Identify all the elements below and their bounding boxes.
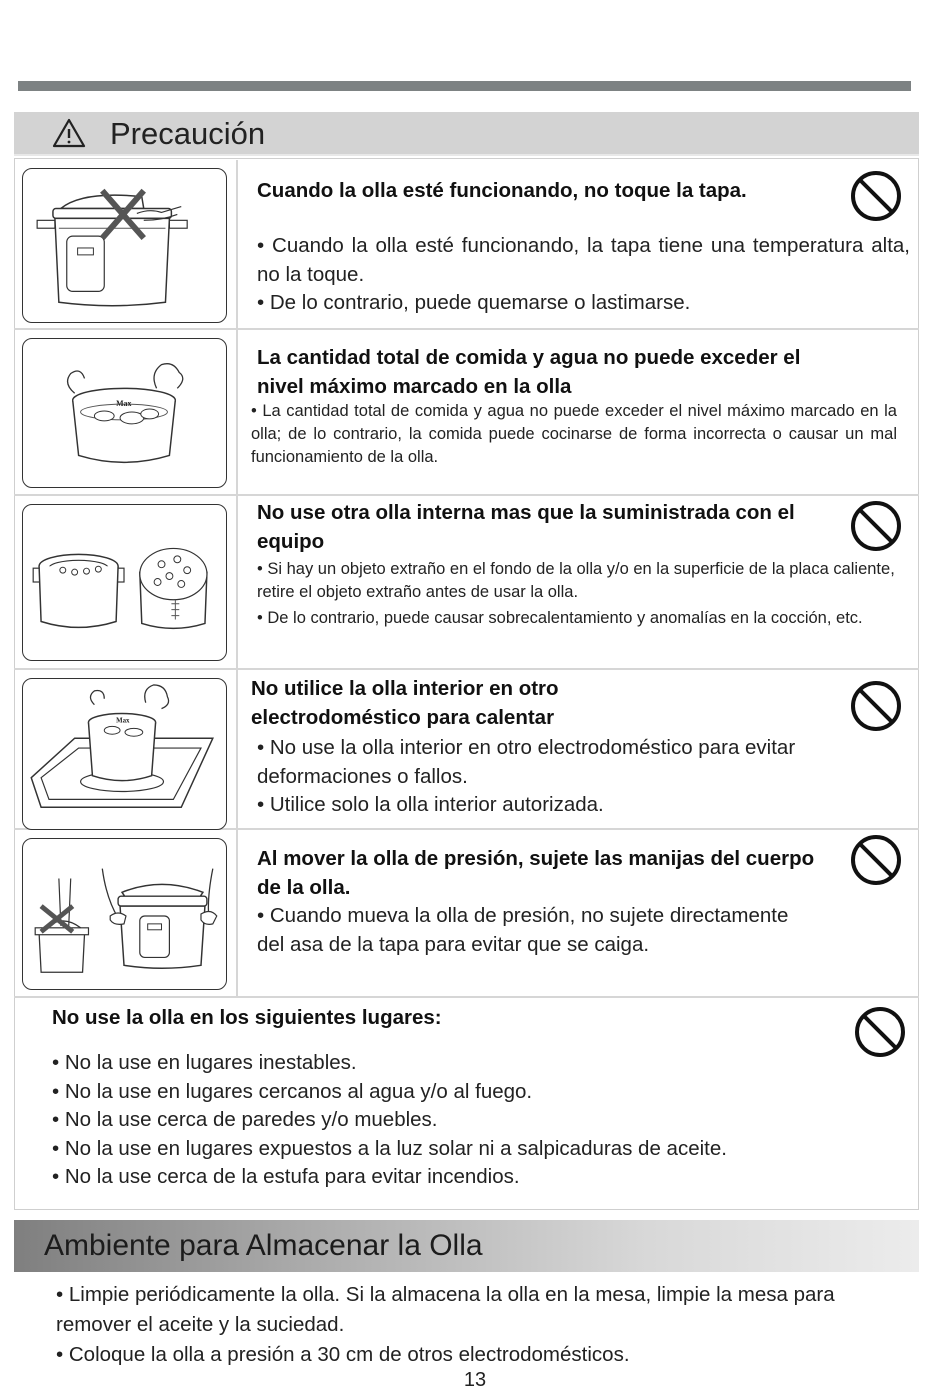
row-bullet: • No use la olla interior en otro electrodoméstico para evitar deformaciones o fallos. [257, 736, 796, 788]
caution-row-places [14, 998, 919, 1210]
caution-header [14, 112, 919, 156]
image-cell [14, 670, 238, 828]
places-list [52, 1049, 872, 1192]
places-bullet: • No la use en lugares expuestos a la luz solar ni a salpicaduras de aceite. [52, 1136, 727, 1160]
places-bullet: • No la use cerca de la estufa para evitar incendios. [52, 1165, 520, 1188]
places-bullet: • No la use en lugares inestables. [52, 1051, 357, 1074]
image-cell [14, 830, 238, 996]
places-bullet: • No la use en lugares cercanos al agua y/o al fuego. [52, 1079, 533, 1103]
prohibited-icon [850, 834, 902, 886]
page-number: 13 [463, 1369, 487, 1391]
inner-pot-illustration [22, 504, 227, 661]
row-heading: No utilice la olla interior en otro electrodoméstico para calentar [251, 677, 559, 729]
image-cell [14, 160, 238, 328]
storage-title: Ambiente para Almacenar la Olla [44, 1229, 483, 1262]
prohibited-icon [850, 170, 902, 222]
storage-header [14, 1220, 919, 1272]
caution-title: Precaución [110, 116, 266, 151]
max-label: Max [116, 399, 132, 409]
row-bullet: • De lo contrario, puede quemarse o lastimarse. [257, 291, 691, 314]
row-bullet: • De lo contrario, puede causar sobrecalentamiento y anomalías en la cocción, etc. [257, 609, 863, 627]
row-bullet: • Cuando la olla esté funcionando, la tapa tiene una temperatura alta, no la toque. [257, 234, 910, 286]
storage-bullet: • Coloque la olla a presión a 30 cm de otros electrodomésticos. [56, 1343, 630, 1366]
warning-triangle-icon [52, 118, 86, 148]
caution-row-other-appliance [14, 670, 919, 830]
max-label: Max [116, 717, 130, 725]
row-bullet: • La cantidad total de comida y agua no puede exceder el nivel máximo marcado en la olla; de lo contrario, la comida puede cocinarse de forma incorrecta o causar un mal funcionamiento de la olla. [251, 402, 897, 466]
prohibited-icon [850, 680, 902, 732]
lid-hot-illustration [22, 168, 227, 323]
caution-row-lid [14, 160, 919, 330]
storage-bullet: • Limpie periódicamente la olla. Si la almacena la olla en la mesa, limpie la mesa para remover el aceite y la suciedad. [56, 1283, 835, 1336]
image-cell [14, 496, 238, 668]
row-bullet: • Cuando mueva la olla de presión, no sujete directamente del asa de la tapa para evitar que se caiga. [257, 904, 789, 956]
caution-row-max-level [14, 330, 919, 496]
row-heading: No use otra olla interna mas que la suministrada con el equipo [257, 501, 795, 553]
prohibited-icon [854, 1006, 906, 1058]
row-heading: Al mover la olla de presión, sujete las manijas del cuerpo de la olla. [257, 847, 815, 899]
caution-row-move [14, 830, 919, 998]
row-heading: La cantidad total de comida y agua no puede exceder el nivel máximo marcado en la olla [257, 346, 801, 398]
move-pot-illustration [22, 838, 227, 990]
max-level-illustration [22, 338, 227, 488]
other-appliance-illustration [22, 678, 227, 830]
places-bullet: • No la use cerca de paredes y/o muebles. [52, 1108, 438, 1131]
top-rule [18, 81, 911, 91]
image-cell [14, 330, 238, 494]
row-bullet: • Utilice solo la olla interior autorizada. [257, 793, 604, 816]
prohibited-icon [850, 500, 902, 552]
caution-row-inner-pot [14, 496, 919, 670]
row-heading: Cuando la olla esté funcionando, no toque la tapa. [257, 179, 747, 202]
storage-text [56, 1280, 886, 1370]
row-bullet: • Si hay un objeto extraño en el fondo de la olla y/o en la superficie de la placa caliente, retire el objeto extraño antes de usar la olla. [257, 560, 895, 601]
places-heading: No use la olla en los siguientes lugares: [52, 1006, 442, 1029]
